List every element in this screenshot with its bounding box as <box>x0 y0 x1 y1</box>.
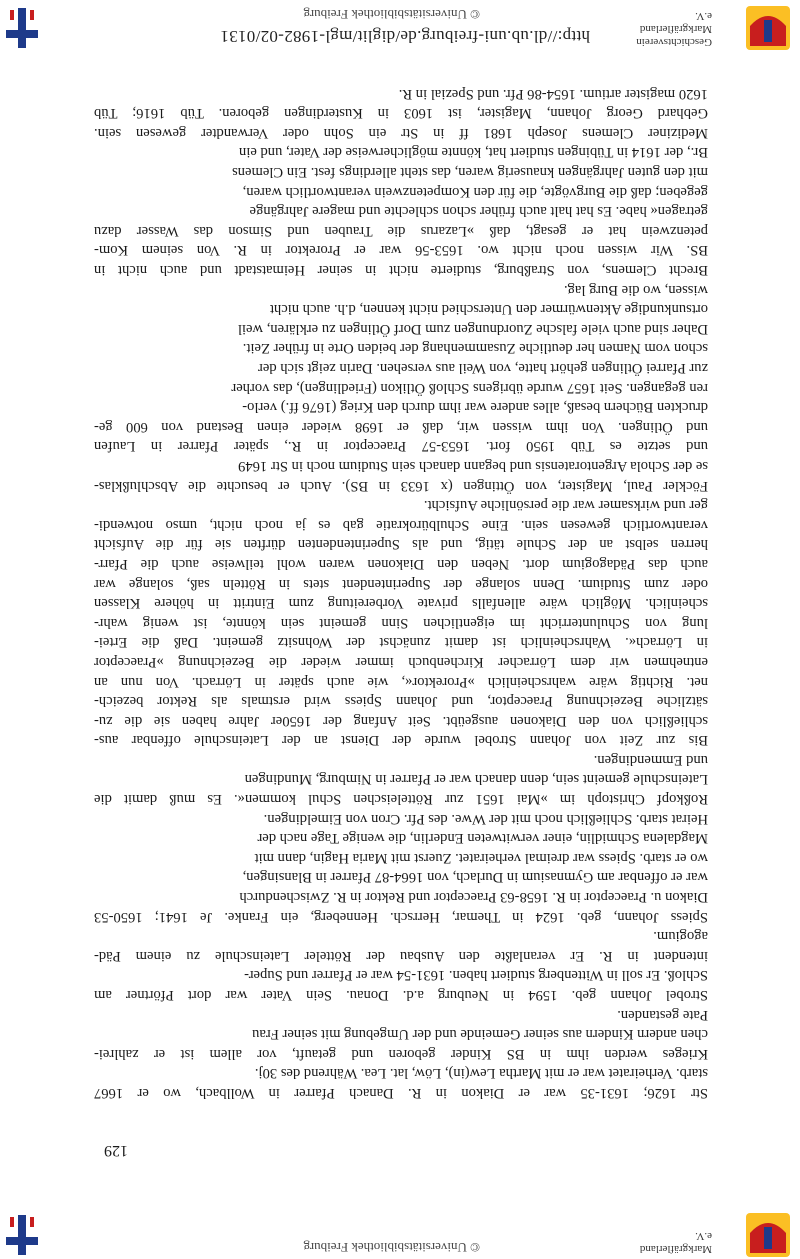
footer-copyright: © Universitätsbibliothek Freiburg <box>303 1240 480 1255</box>
text-line: Lateinschule gemeint sein, denn danach war er Pfarrer in Nimburg, Mundingen <box>244 771 708 788</box>
header-copyright: © Universitätsbibliothek Freiburg <box>303 7 480 22</box>
text-line: Strobel Johann geb. 1594 in Neuburg a.d. Donau. Sein Vater war dort Pförtner am <box>94 987 708 1004</box>
text-line: oder zum Studium. Denn solange der Superintendent stets in Rötteln saß, solange war <box>94 575 708 592</box>
text-line: Spiess Johann, geb. 1624 in Themar, Herrsch. Henneberg, ein Franke. Je 1641; 1650-53 <box>94 908 708 925</box>
source-url[interactable]: http://dl.ub.uni-freiburg.de/diglit/mgl-1982-02/0131 <box>220 27 590 46</box>
text-line: ger und wirksamer war die persönliche Aufsicht. <box>423 497 708 514</box>
text-line: sätzliche Bezeichnung Praeceptor, und Johann Spiess wird erstmals als Rektor bezeich- <box>94 693 708 710</box>
text-line: war er offenbar am Gymnasium in Durlach, von 1664-87 Pfarrer in Blansingen, <box>242 869 708 886</box>
text-line: entnehmen wir dem Lörracher Kirchenbuch immer wieder die Bezeichnung »Praeceptor <box>94 653 708 670</box>
text-line: ortsunkundige Aktenwürmer den Unterschied nicht kennen, d.h. auch nicht <box>269 301 708 318</box>
text-line: Gebhard Georg Johann, Magister, ist 1603 in Kusterdingen geboren. Tüb 1616; Tüb <box>94 105 708 122</box>
text-line: scheinlich. Möglich wäre allenfalls private Vorbereitung zum Eintritt in höhere Klassen <box>94 595 708 612</box>
text-line: verantwortlich gewesen sein. Eine Schulbürokratie gab es ja noch nicht, umso notwendi- <box>94 516 708 533</box>
text-line: herren selbst an der Schule tätig, und als Superintendenten dürften sie für die Aufsicht <box>94 536 708 553</box>
university-logo <box>0 1213 44 1257</box>
text-line: auch das Pädagogium dort. Neben den Diakonen waren wohl teilweise auch die Pfarr- <box>94 555 708 572</box>
text-line: Pate gestanden. <box>617 1006 708 1023</box>
text-line: mit den guten Jahrgängen knauserig waren, das steht allerdings fest. Ein Clemens <box>232 164 708 181</box>
text-line: BS. Wir wissen noch nicht wo. 1653-56 war er Prorektor in R. Von seinem Kom- <box>94 242 708 259</box>
text-line: und Emmendingen. <box>593 751 708 768</box>
text-line: Heirat starb. Schließlich noch mit der Wwe. des Pfr. Cron von Eimeldingen. <box>263 810 708 827</box>
text-line: Br., der 1614 in Tübingen studiert hat, könnte möglicherweise der Vater, und ein <box>238 144 708 161</box>
text-line: schon vom Namen her deutliche Zusammenhang der beiden Orte in früher Zeit. <box>242 340 708 357</box>
text-line: ren gegangen. Seit 1657 wurde übrigens Schloß Ötlikon (Friedlingen), das vorher <box>231 379 708 396</box>
text-line: petenzwein hat er gesagt, daß »Lazarus die Trauben und Simson das Wasser dazu <box>94 222 708 239</box>
text-line: se der Schola Argentoratensis und begann danach sein Studium noch in Str 1649 <box>238 458 708 474</box>
page-number: 129 <box>104 1142 128 1159</box>
text-line: Roßkopf Christoph im »Mai 1651 zur Rötteleischen Schul kommen«. Es muß damit die <box>94 791 708 808</box>
text-line: in Lörrach«. Wahrscheinlich ist damit zunächst der Wohnsitz gemeint. Daß die Ertei- <box>94 634 708 651</box>
text-line: Bis zur Zeit von Johann Strobel wurde der Dienst an der Lateinschule offenbar aus- <box>94 732 708 749</box>
footer-org-name: Markgräflerland e.V. <box>639 1230 712 1255</box>
text-line: druckten Büchern besaß, alles andere war ihm durch den Krieg (1676 ff.) verlo- <box>242 399 708 416</box>
text-line: Mediziner Clemens Joseph 1681 ff in Str ein Sohn oder Verwandter gewesen sein. <box>94 124 708 141</box>
text-line: chen andern Kindern aus seiner Gemeinde und der Umgebung mit seiner Frau <box>252 1026 708 1043</box>
text-line: Föckler Paul, Magister, von Öttingen (x 1633 in BS). Auch er besuchte die Abschlußklas- <box>94 477 708 494</box>
text-line: wissen, wo die Burg lag. <box>563 281 708 298</box>
body-text <box>94 83 708 1102</box>
text-line: Daher sind auch viele falsche Zuordnungen zum Dorf Ötlingen zu erklären, weil <box>237 320 708 337</box>
text-line: wo er starb. Spiess war dreimal verheiratet. Zuerst mit Maria Hagin, dann mit <box>254 849 708 866</box>
text-line: Str 1626; 1631-35 war er Diakon in R. Danach Pfarrer in Wollbach, wo er 1667 <box>94 1085 708 1101</box>
header-bar <box>0 0 800 56</box>
text-line: und setzte es Tüb 1950 fort. 1653-57 Praeceptor in R., später Pfarrer in Laufen <box>94 438 708 455</box>
text-line: 1620 magister artium. 1654-86 Pfr. und Spezial in R. <box>398 85 708 102</box>
text-line: intendent in R. Er veranlaßte den Ausbau der Rötteler Lateinschule zu einem Päd- <box>94 947 708 964</box>
text-line: agogium. <box>653 928 708 945</box>
society-logo <box>746 1213 790 1257</box>
text-line: Magdalena Schmidlin, einer verwitweten Enderlin, die wenige Tage nach der <box>257 830 708 847</box>
university-logo <box>0 6 44 50</box>
text-line: Krieges werden ihm in BS Kinder geboren und getauft, vor allem ist er zahlrei- <box>94 1045 708 1062</box>
text-line: zur Pfarrei Ötlingen gehört hatte, von Weil aus versehen. Darin zeigt sich der <box>258 360 708 377</box>
text-line: und Ötlingen. Von ihm wissen wir, daß er 1698 wieder einen Bestand von 600 ge- <box>94 418 708 435</box>
footer-bar <box>0 1203 800 1259</box>
text-line: net. Richtig wäre wahrscheinlich »Prorektor«, wie auch später in Lörrach. Von nun an <box>94 673 708 690</box>
text-line: gegeben; daß die Burgvögte, die für den Kompetenzwein verantwortlich waren, <box>242 183 708 200</box>
text-line: Brecht Clemens, von Straßburg, studierte nicht in seiner Heimatstadt und auch nicht in <box>94 262 708 279</box>
text-line: schließlich von den Diakonen ausgeübt. Seit Anfang der 1650er Jahre haben sie die zu- <box>94 712 708 729</box>
header-org-name: Geschichtsverein Markgräflerland e.V. <box>636 10 712 48</box>
text-line: getragen« habe. Es hat halt auch früher schon schlechte und magere Jahrgänge <box>249 203 708 220</box>
text-line: Schloß. Er soll in Wittenberg studiert haben. 1631-54 war er Pfarrer und Super- <box>244 967 708 984</box>
text-line: starb. Verheiratet war er mit Martha Lew(in), Löw, lat. Lea. Während des 30j. <box>254 1065 708 1082</box>
society-logo <box>746 6 790 50</box>
text-line: lung von Schulunterricht im eigentlichen Sinn gemeint sein könnte, ist wenig wahr- <box>94 614 708 631</box>
text-line: Diakon u. Praeceptor in R. 1658-63 Praeceptor und Rektor in R. Zwischendurch <box>239 889 708 906</box>
